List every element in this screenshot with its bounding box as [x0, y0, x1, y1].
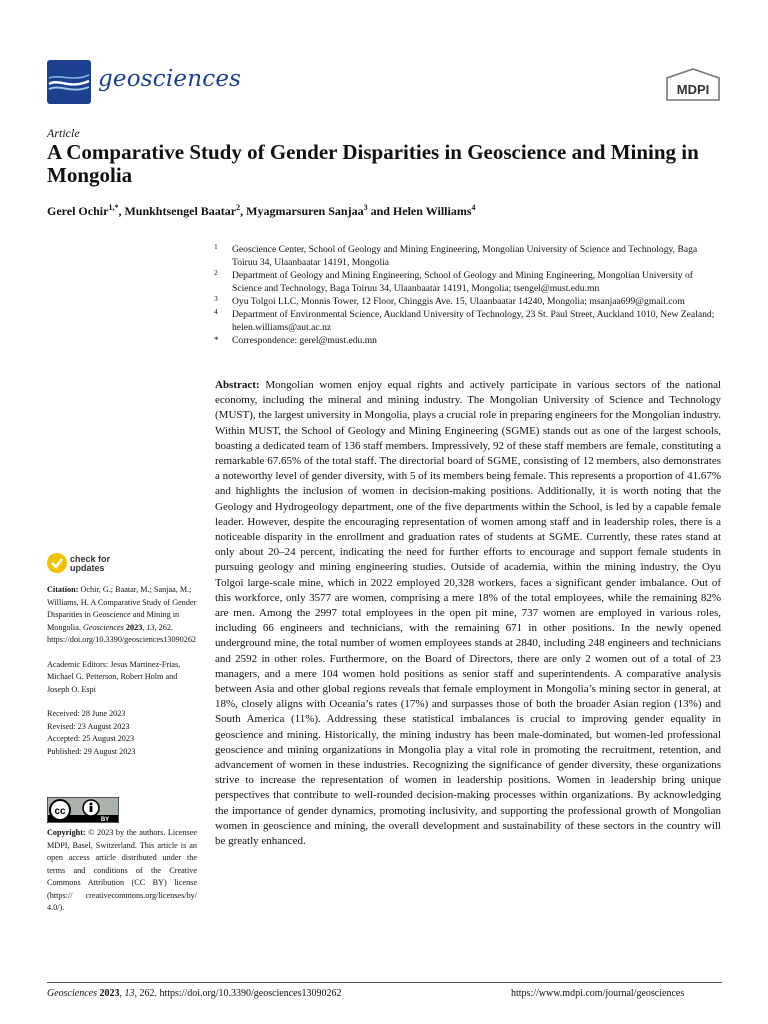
affiliation-text: Oyu Tolgoi LLC, Monnis Tower, 12 Floor, Chinggis Ave. 15, Ulaanbaatar 14240, Mongolia; msanjaa699@gmail.com — [232, 296, 685, 307]
revised-date: Revised: 23 August 2023 — [47, 721, 130, 731]
footer-doi-link[interactable]: , 262. https://doi.org/10.3390/geosciences13090262 — [134, 988, 342, 999]
journal-logo-icon — [47, 60, 91, 104]
check-for-updates-button[interactable] — [46, 552, 126, 578]
abstract — [215, 378, 721, 849]
affiliation-item — [212, 269, 722, 295]
copyright-notice — [47, 827, 197, 915]
affiliation-item — [212, 295, 722, 308]
mdpi-logo-icon — [665, 68, 721, 102]
author-separator: , — [118, 204, 125, 218]
footer-citation: Geosciences 2023, 13, 262. https://doi.org/10.3390/geosciences13090262 — [47, 988, 342, 999]
author-name[interactable]: Helen Williams — [392, 204, 472, 218]
author-affiliation-mark: 1,* — [108, 203, 119, 212]
affiliation-text: Department of Geology and Mining Engineering, School of Geology and Mining Engineering, Mongolian University of Science and Technology, Baga Toiruu 34, Ulaanbaatar 14191, Mongolia; tsengel@must.edu.mn — [232, 270, 693, 294]
copyright-text: © 2023 by the authors. Licensee MDPI, Basel, Switzerland. This article is an open access article distributed under the terms and conditions of the Creative Commons Attribution (CC BY) license (https:// creativecommons.org/licenses/by/ 4.0/). — [47, 828, 198, 912]
author-affiliation-mark: 2 — [236, 203, 241, 212]
affiliation-mark: 2 — [214, 268, 218, 277]
abstract-label: Abstract: — [215, 379, 260, 391]
received-date: Received: 28 June 2023 — [47, 709, 126, 718]
affiliation-text: Correspondence: gerel@must.edu.mn — [232, 335, 377, 346]
journal-name: geosciences — [98, 66, 242, 92]
citation: Citation: Ochir, G.; Baatar, M.; Sanjaa, M.; Williams, H. A Comparative Study of Gender Disparities in Geoscience and Mining in Mongolia. Geosciences 2023, 13, 262. https://doi.org/10.3390/geosciences13090262 — [47, 585, 197, 644]
citation-year: 2023 — [125, 622, 143, 632]
abstract-text: Mongolian women enjoy equal rights and actively participate in various sectors of the national economy, including the mineral and mining industry. The Mongolian University of Science and Technology (MUST), the largest university in Mongolia, plays a crucial role in preparing engineers for the Mongolian industry. Within MUST, the School of Geology and Mining Engineering (SGME) stands out as one of the largest schools, boasting a dedicated team of 136 staff members. Impressively, 92 of these staff members are female, constituting a remarkable 67.65% of the total staff. The directorial board of SGME, consisting of 12 members, also demonstrates a noteworthy level of gender diversity, with 5 of its members being female. This represents a proportion of 41.67% and highlights the inclusion of women in decision-making positions. Additionally, it is worth noting that the Geology and Hydrogeology department, one of the five departments within the School, is led by a capable female leader. However, despite the encouraging representation of women among staff and in leadership roles, there is a noticeable disparity in the enrollment and graduation rates of students at SGME. Currently, these rates stand at only about 20–24 percent, indicating the need for further efforts to encourage and support female students in pursuing geology and mining engineering studies. Outside of academia, within the mining industry, the Oyu Tolgoi large-scale mine, which in 2022 employed 20,328 workers, faces a significant gender imbalance. Out of this workforce, only 3577 are women, comprising a mere 18% of the total employees, while the remaining 82% are men. Among the 2997 total employees in the open pit mine, 737 women are employed in various roles, including 66 engineers and technicians, with the remaining 671 in other positions. In the newly opened underground mine, the total number of women employees stands at 2840, including 248 engineers and technicians and 2592 in other roles. Furthermore, on the Board of Directors, there are only 2 women out of a total of 23 managers, and a mere 104 women hold positions as senior staff and superintendents. A comparative analysis between Asia and other global regions reveals that female employment in Mongolia’s mining sector in general, at 18%, closely aligns with Oceania’s rates (17%) and surpasses those of both the broader Asian region (13%) and South America (11%). Addressing these statistical imbalances is crucial to improving gender equality in geoscience and mining. Historically, the mining industry has been male-dominated, but women-led professional geoscience and mining organizations in Mongolia play a vital role in promoting the recruitment, retention, and advancement of women in these industries. Recognizing the significance of gender diversity, these organizations strive to increase the representation of women in leadership positions. Women in leadership bring unique perspectives that contribute to well-rounded decision-making processes within organizations. By acknowledging the importance of gender dynamics, promoting inclusivity, and supporting the professional growth of Mongolian women in geoscience and mining, the overall development and sustainability of these sectors in the country will be greatly enhanced. — [215, 379, 722, 848]
author-affiliation-mark: 4 — [471, 203, 476, 212]
check-updates-icon — [46, 552, 68, 574]
affiliations — [212, 243, 722, 347]
cc-by-license-icon[interactable] — [47, 797, 119, 823]
published-date: Published: 29 August 2023 — [47, 746, 136, 756]
author-affiliation-mark: 3 — [363, 203, 368, 212]
affiliation-item — [212, 308, 722, 334]
footer-year: 2023 — [99, 988, 120, 999]
mdpi-logo-text: MDPI — [676, 82, 710, 97]
copyright-label: Copyright: — [47, 828, 86, 837]
affiliation-item — [212, 243, 722, 269]
affiliation-mark: 4 — [214, 307, 218, 316]
affiliation-item — [212, 334, 722, 347]
accepted-date: Accepted: 25 August 2023 — [47, 734, 135, 743]
citation-text: Ochir, G.; Baatar, M.; Sanjaa, M.; Williams, H. A Comparative Study of Gender Disparities in Geoscience and Mining in Mongolia. — [47, 585, 197, 632]
author-separator: and — [367, 204, 393, 218]
author-name[interactable]: Myagmarsuren Sanjaa — [246, 204, 364, 218]
citation-doi-link[interactable]: , 262. https://doi.org/10.3390/geosciences13090262 — [47, 622, 197, 644]
footer-journal: Geosciences — [47, 988, 97, 999]
affiliation-mark: * — [214, 335, 219, 345]
cc-by-label: BY — [100, 817, 110, 823]
check-updates-line2: updates — [70, 563, 105, 573]
affiliation-text: Geoscience Center, School of Geology and Mining Engineering, Mongolian University of Science and Technology, Baga Toiruu 34, Ulaanbaatar 14191, Mongolia — [232, 244, 698, 268]
author-name[interactable]: Munkhtsengel Baatar — [124, 204, 237, 218]
footer-journal-url[interactable]: https://www.mdpi.com/journal/geosciences — [511, 988, 685, 999]
svg-text:cc: cc — [54, 806, 66, 817]
author-list — [47, 203, 476, 219]
affiliation-text: Department of Environmental Science, Auckland University of Technology, 23 St. Paul Street, Auckland 1010, New Zealand; helen.williams@aut.ac.nz — [232, 309, 715, 333]
footer-divider — [47, 982, 722, 983]
author-name[interactable]: Gerel Ochir — [47, 204, 109, 218]
affiliation-mark: 1 — [214, 242, 218, 251]
article-type: Article — [47, 126, 80, 140]
footer-volume: 13 — [124, 988, 135, 999]
citation-label: Citation: — [47, 585, 79, 594]
academic-editors: Academic Editors: Jesus Martinez-Frias, Michael G. Petterson, Robert Holm and Joseph O. Espi — [47, 659, 181, 694]
citation-journal: Geosciences — [82, 622, 124, 632]
citation-volume: 13 — [146, 622, 155, 632]
article-title: A Comparative Study of Gender Disparities in Geoscience and Mining in Mongolia — [47, 140, 699, 187]
article-info-column — [47, 584, 197, 758]
affiliation-mark: 3 — [214, 294, 218, 303]
author-separator: , — [240, 204, 247, 218]
check-updates-line1: check for — [70, 554, 111, 564]
